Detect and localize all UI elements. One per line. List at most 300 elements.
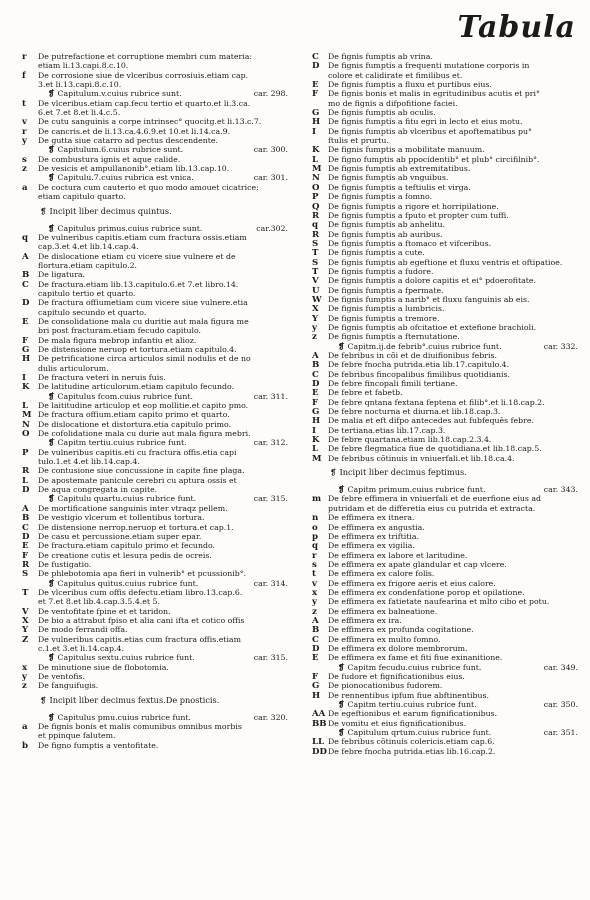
index-entry-continuation: mo de fignis a difpofitione faciei. [328, 98, 458, 108]
entry-text: De minutione siue de flobotomia. [38, 662, 169, 672]
entry-marker: LL [312, 737, 325, 747]
index-entry [22, 155, 294, 164]
entry-text: De fignis bonis et malis in egritudinibus acutis et pri° [328, 89, 540, 99]
index-entry [22, 588, 294, 597]
index-entry-continuation: et ppinque falutem. [38, 731, 116, 741]
entry-marker: W [312, 294, 322, 305]
index-entry [312, 211, 584, 220]
index-entry [312, 323, 584, 332]
index-entry [22, 569, 294, 578]
index-entry [312, 230, 584, 239]
entry-marker: R [22, 559, 30, 570]
entry-marker: H [312, 117, 321, 127]
entry-text: De fignis fumptis a fpermate. [328, 285, 444, 295]
entry-text: De fignis fumptis ab auribus. [328, 229, 443, 239]
entry-text: De febre flegmatica fiue de quotidiana.et lib.18.cap.5. [328, 444, 542, 454]
section-incipit [22, 695, 294, 705]
entry-text: De latitudine articulorum.etiam capitulo fecundo. [38, 382, 235, 392]
index-entry [312, 304, 584, 313]
entry-marker: B [312, 625, 320, 635]
entry-marker: q [22, 232, 29, 243]
entry-marker: C [22, 279, 29, 289]
index-entry [22, 280, 294, 289]
entry-marker: X [22, 615, 29, 626]
index-entry [22, 136, 294, 145]
index-entry [22, 127, 294, 136]
folio-reference: car. 349. [543, 662, 578, 672]
entry-marker: q [312, 220, 319, 230]
entry-text: De contusione siue concussione in capite fine plaga. [38, 466, 245, 476]
entry-marker: V [312, 276, 319, 286]
index-entry-continuation: capitulo tertio et quarto. [38, 288, 136, 298]
entry-marker: L [312, 444, 319, 454]
index-entry [22, 401, 294, 410]
entry-marker: o [312, 522, 318, 532]
entry-marker: v [22, 117, 27, 127]
index-entry [312, 709, 584, 718]
index-entry [312, 560, 584, 569]
index-entry [22, 448, 294, 457]
entry-marker: Z [22, 634, 29, 644]
index-entry [22, 635, 294, 644]
entry-text: De vlceribus cum offis defectu.etiam libro.13.cap.6. [38, 587, 243, 597]
entry-marker: Y [22, 625, 29, 635]
chapter-heading [312, 663, 584, 672]
chapter-heading [22, 224, 294, 233]
index-entry [312, 597, 584, 606]
pilcrow-mark: ❡ [40, 694, 50, 705]
index-entry [22, 410, 294, 419]
pilcrow-mark: ❡ [48, 653, 55, 663]
entry-text: De mala figura mebrop infantiu et alioz. [38, 335, 197, 345]
index-entry [22, 183, 294, 192]
index-entry [22, 681, 294, 690]
entry-text: De fignis fumptis ab vnguibus. [328, 173, 449, 183]
index-entry [22, 382, 294, 391]
index-entry [312, 117, 584, 126]
left-column [22, 52, 294, 750]
entry-text: De fignis fumptis a lumbricis. [328, 304, 445, 314]
entry-text: De distensione nerrop.neruop et tortura.et cap.1. [38, 522, 234, 532]
entry-text: De fractura offiumetiam cum vicere siue vulnere.etia [38, 298, 248, 308]
entry-text: De fustigatio. [38, 559, 92, 569]
index-entry [312, 719, 584, 728]
entry-text: De modo ferrandi offa. [38, 625, 128, 635]
index-entry [22, 270, 294, 279]
index-entry [312, 523, 584, 532]
chapter-heading-text: Capitulu.7.cuius rubrica est vnica. [57, 173, 194, 183]
folio-reference: car. 332. [543, 341, 578, 351]
entry-marker: R [312, 210, 320, 221]
entry-text: De fractura.etiam capitulo primo et fecundo. [38, 541, 216, 551]
index-entry [312, 426, 584, 435]
entry-marker: BB [312, 718, 327, 729]
entry-text: De fignis fumptis a fluxu et purtibus eius. [328, 80, 492, 90]
entry-marker: D [22, 531, 30, 542]
entry-marker: f [22, 70, 26, 81]
pilcrow-mark: ❡ [48, 578, 55, 588]
index-entry [312, 672, 584, 681]
entry-text: De dislocatione etiam cu vicere siue vulnere et de [38, 251, 236, 261]
entry-marker: F [312, 89, 319, 99]
index-entry [312, 513, 584, 522]
entry-text: De pionocationibus fudorem. [328, 681, 443, 691]
entry-marker: L [22, 401, 29, 411]
entry-marker: AA [312, 709, 326, 719]
entry-text: De fractura veteri in neruis fuis. [38, 373, 166, 382]
entry-marker: D [22, 298, 30, 308]
entry-marker: I [312, 126, 317, 137]
entry-marker: B [312, 360, 320, 370]
chapter-heading-text: Capitm primum.cuius rubrice funt. [347, 485, 486, 495]
entry-text: De figno fumptis a ventofitate. [38, 740, 159, 750]
entry-marker: V [22, 606, 29, 616]
index-entry [312, 494, 584, 503]
entry-text: De fignis fumptis a mobilitate manuum. [328, 145, 485, 155]
index-entry [312, 351, 584, 360]
pilcrow-mark: ❡ [48, 173, 55, 183]
entry-marker: F [312, 672, 319, 682]
chapter-heading [22, 653, 294, 662]
index-entry [312, 332, 584, 341]
index-entry [312, 416, 584, 425]
index-entry [22, 336, 294, 345]
entry-marker: X [312, 304, 319, 314]
entry-text: De ventofis. [38, 672, 85, 681]
folio-reference: car. 311. [253, 391, 288, 401]
entry-marker: S [312, 257, 319, 267]
entry-marker: s [22, 154, 27, 165]
chapter-heading-text: Capitulus sextu.cuius rubrice funt. [57, 653, 195, 663]
pilcrow-mark: ❡ [338, 485, 345, 495]
pilcrow-mark: ❡ [48, 438, 55, 448]
entry-marker: E [22, 541, 29, 551]
entry-text: De effimera ex dolore membrorum. [328, 643, 468, 653]
index-entry [312, 80, 584, 89]
section-incipit [312, 467, 584, 477]
entry-marker: E [312, 653, 319, 663]
index-entry-continuation: etiam capitulo quarto. [38, 192, 126, 202]
index-entry [22, 625, 294, 634]
entry-marker: r [312, 550, 317, 560]
entry-text: De febre qntana fextana feptena et filib°.et li.18.cap.2. [328, 397, 545, 407]
entry-marker: K [22, 382, 30, 392]
chapter-heading-text: Capitulus quitus.cuius rubrice funt. [57, 578, 199, 588]
index-entry [22, 741, 294, 750]
chapter-heading-text: Capitulum.6.cuius rubrice sunt. [57, 145, 184, 155]
pilcrow-mark: ❡ [48, 391, 55, 401]
entry-marker: N [22, 419, 30, 430]
entry-marker: Y [312, 313, 319, 323]
index-entry [312, 616, 584, 625]
index-entry [22, 164, 294, 173]
index-entry [22, 373, 294, 382]
index-entry [22, 52, 294, 61]
entry-marker: R [22, 466, 30, 476]
index-entry-continuation: dulis articulorum. [38, 363, 109, 373]
index-entry [22, 99, 294, 108]
entry-text: De laititudine articulop et eop mollitie.et capito pmo. [38, 401, 249, 411]
pilcrow-mark: ❡ [338, 662, 345, 672]
entry-text: De effimera ex ira. [328, 615, 402, 625]
entry-text: De rennentibus ipfum fiue abftinentibus. [328, 690, 489, 700]
entry-text: De fignis fumptis a fitu egri in lecto et eius motu. [328, 117, 523, 127]
folio-reference: car. 298. [253, 89, 288, 99]
chapter-heading-text: Capitulus fcom.cuius rubrice funt. [57, 391, 193, 401]
chapter-heading [22, 173, 294, 182]
entry-marker: B [22, 513, 30, 523]
index-entry [312, 286, 584, 295]
index-entry [312, 314, 584, 323]
folio-reference: car. 312. [253, 438, 288, 448]
entry-text: De ventofitate fpine et et taridon. [38, 606, 171, 616]
entry-text: De vesicis et ampullanonib°.etiam lib.13.cap.10. [38, 164, 230, 174]
entry-text: De aqua congregata in capite. [38, 485, 158, 495]
entry-marker: M [312, 164, 322, 174]
entry-marker: I [312, 425, 317, 436]
chapter-heading-text: Capitulum qrtum.cuius rubrice funt. [347, 728, 492, 738]
index-entry-continuation: bri post fracturam.etiam fecudo capitulo. [38, 326, 202, 336]
index-entry-continuation: cap.3.et 4.et lib.14.cap.4. [38, 242, 139, 252]
index-entry [312, 61, 584, 70]
index-entry [312, 681, 584, 690]
index-entry [312, 747, 584, 756]
entry-text: De putrefactione et corruptione membri cum materia: [38, 52, 252, 61]
chapter-heading-text: Capitm tertiu.cuius rubrice funt. [57, 438, 187, 448]
entry-marker: z [22, 681, 27, 691]
entry-marker: O [312, 182, 320, 193]
entry-marker: b [22, 740, 29, 751]
entry-text: De fignis fumptis ab anhelitu. [328, 220, 445, 230]
entry-marker: E [312, 80, 319, 90]
index-entry-continuation: c.1.et 3.et li.14.cap.4. [38, 643, 124, 653]
index-entry [312, 202, 584, 211]
chapter-heading [312, 728, 584, 737]
index-entry [22, 541, 294, 550]
entry-marker: z [312, 332, 317, 342]
entry-marker: G [312, 681, 320, 691]
index-entry [312, 108, 584, 117]
entry-marker: y [22, 136, 27, 146]
entry-text: De effimera ex balneatione. [328, 606, 438, 616]
entry-text: De vlceribus.etiam cap.fecu tertio et quarto.et li.3.ca. [38, 98, 251, 108]
index-entry [312, 370, 584, 379]
index-entry [312, 588, 584, 597]
index-entry [22, 722, 294, 731]
index-entry [312, 360, 584, 369]
entry-marker: H [312, 416, 321, 426]
entry-marker: q [312, 541, 319, 551]
entry-text: De fignis fumptis a cute. [328, 248, 425, 258]
index-entry [22, 233, 294, 242]
entry-text: De mortificatione sanguinis inter vtraqz pellem. [38, 503, 228, 513]
entry-marker: B [22, 270, 30, 280]
entry-marker: L [312, 154, 319, 165]
entry-text: De fignis fumptis a rigore et horripilatione. [328, 201, 499, 211]
index-entry-continuation: ftulis et prurtu. [328, 136, 389, 146]
entry-text: De casu et percussione.etiam super epar. [38, 531, 202, 541]
index-entry [312, 192, 584, 201]
index-entry [22, 466, 294, 475]
index-entry-continuation: colore et calidirate et fimilibus et. [328, 70, 463, 80]
entry-text: De febre fnocha putrida.etia lib.17.capitulo.4. [328, 360, 510, 370]
entry-text: De effimera ex fatietate naufearina et mlto cibo et potu. [328, 597, 550, 607]
index-entry [312, 155, 584, 164]
entry-marker: T [22, 587, 29, 598]
index-entry [312, 127, 584, 136]
index-entry [312, 579, 584, 588]
entry-marker: DD [312, 746, 327, 757]
index-entry [22, 117, 294, 126]
chapter-heading-text: Capitm.ij.de febrib°.cuius rubrice funt. [347, 341, 502, 351]
chapter-heading [22, 89, 294, 98]
right-column [312, 52, 584, 756]
entry-marker: F [22, 550, 29, 560]
index-entry [312, 435, 584, 444]
index-entry [22, 504, 294, 513]
index-entry [312, 276, 584, 285]
index-entry [22, 485, 294, 494]
index-entry [312, 737, 584, 746]
entry-marker: Q [312, 201, 320, 211]
entry-marker: A [312, 351, 319, 361]
pilcrow-mark: ❡ [48, 494, 55, 504]
chapter-heading-text: Capitulu quartu.cuius rubrice funt. [57, 494, 197, 504]
folio-reference: car.302. [256, 223, 288, 233]
index-entry [22, 317, 294, 326]
entry-marker: z [22, 164, 27, 174]
entry-marker: G [312, 108, 320, 118]
entry-marker: D [312, 643, 320, 654]
entry-marker: D [22, 485, 30, 495]
entry-text: De ligatura. [38, 270, 85, 280]
entry-text: De fignis fumptis a narib° et fluxu fanguinis ab eis. [328, 294, 530, 304]
pilcrow-mark: ❡ [48, 89, 55, 99]
incipit-text: Incipit liber decimus quintus. [49, 205, 172, 216]
index-entry [312, 183, 584, 192]
chapter-heading-text: Capitm tertiu.cuius rubrice funt. [347, 700, 477, 710]
entry-marker: C [22, 522, 29, 532]
entry-text: De fignis fumptis a ftomaco et vifceribus. [328, 238, 492, 248]
entry-text: De egeftionibus et earum fignificationibus. [328, 709, 498, 719]
entry-text: De fignis fumptis ab vlceribus et apoftematibus pu° [328, 126, 532, 136]
entry-text: De effimera ex itnera. [328, 513, 415, 523]
index-entry-continuation: capitulo secundo et quarto. [38, 307, 147, 317]
folio-reference: car. 315. [253, 494, 288, 504]
index-entry [312, 248, 584, 257]
entry-text: De vulneribus capitis.eti cu fractura offis.etia capi [38, 447, 237, 457]
index-entry [22, 523, 294, 532]
entry-marker: z [312, 606, 317, 616]
pilcrow-mark: ❡ [338, 341, 345, 351]
chapter-heading-text: Capitm fecudu.cuius rubrice funt. [347, 662, 482, 672]
index-entry-continuation: tulo.1.et 4.et lib.14.cap.4. [38, 457, 140, 467]
entry-marker: A [22, 503, 29, 514]
entry-text: De fignis bonis et malis comunibus omnibus morbis [38, 722, 242, 732]
chapter-heading [22, 145, 294, 154]
entry-text: De effimera ex apate glandular et cap vlcere. [328, 559, 507, 569]
entry-text: De effimera ex condenfatione porop et opilatione. [328, 587, 525, 597]
index-entry [312, 388, 584, 397]
index-entry [312, 607, 584, 616]
entry-marker: r [22, 52, 27, 62]
entry-text: De fractura offium.etiam capito primo et quarto. [38, 410, 230, 420]
entry-text: De effimera ex multo fomno. [328, 634, 441, 644]
entry-text: De effimera ex calore folis. [328, 569, 435, 579]
index-entry [312, 295, 584, 304]
folio-reference: car. 343. [543, 485, 578, 495]
index-entry [22, 551, 294, 560]
pilcrow-mark: ❡ [338, 728, 345, 738]
chapter-heading [22, 713, 294, 722]
entry-text: De petrificatione circa articulos simil nodulis et de no [38, 354, 251, 364]
index-entry [312, 145, 584, 154]
entry-text: De effimera ex frigore aeris et eius calore. [328, 578, 496, 588]
incipit-text: Incipit liber decimus feptimus. [339, 467, 467, 478]
index-entry [312, 541, 584, 550]
index-entry-continuation: 3.et li.13.capi.8.c.10. [38, 80, 122, 90]
entry-text: De effimera ex triftitia. [328, 531, 419, 541]
entry-text: De fractura.etiam lib.13.capitulo.6.et 7.et libro.14. [38, 279, 239, 289]
folio-reference: car. 300. [253, 145, 288, 155]
pilcrow-mark: ❡ [330, 467, 340, 478]
entry-text: De fignis fumptis a fputo et propter cum tuffi. [328, 210, 509, 220]
folio-reference: car. 301. [253, 173, 288, 183]
entry-text: De fignis fumptis a fternutatione. [328, 332, 460, 342]
entry-marker: y [312, 322, 317, 333]
entry-text: De effimera ex profunda cogitatione. [328, 625, 474, 635]
incipit-text: Incipit liber decimus fextus.De pnosticis. [49, 694, 220, 705]
entry-marker: E [312, 388, 319, 398]
index-entry [22, 71, 294, 80]
entry-marker: S [312, 238, 319, 249]
index-entry [312, 551, 584, 560]
entry-text: De effimera ex fame et fiti fiue exinanitione. [328, 653, 503, 663]
entry-marker: G [22, 344, 30, 355]
entry-text: De effimera ex angustia. [328, 522, 425, 532]
entry-marker: G [312, 407, 320, 417]
chapter-heading [312, 700, 584, 709]
entry-marker: K [312, 435, 320, 445]
chapter-heading [312, 485, 584, 494]
entry-text: De fignis fumptis a teftiulis et virga. [328, 182, 471, 192]
index-entry [22, 663, 294, 672]
entry-text: De febre quartana.etiam lib.18.cap.2.3.4. [328, 435, 492, 445]
entry-marker: p [312, 531, 319, 542]
entry-text: De creatione cutis et lesura pedis de ocreis. [38, 550, 212, 560]
pilcrow-mark: ❡ [40, 205, 50, 216]
entry-text: De vomitu et eius fignificationibus. [328, 718, 467, 728]
entry-text: De fignis fumptis ab ofcitatioe et extefione brachioli. [328, 322, 537, 332]
folio-reference: car. 315. [253, 653, 288, 663]
index-entry [312, 454, 584, 463]
index-entry [22, 607, 294, 616]
index-entry [312, 532, 584, 541]
entry-text: De fignis fumptis a frequenti mutatione corporis in [328, 61, 530, 71]
entry-text: De cancris.et de li.13.ca.4.6.9.et 10.et li.14.ca.9. [38, 126, 231, 136]
entry-marker: A [22, 251, 29, 261]
entry-text: De febre fnocha putrida.etias lib.16.cap.2. [328, 746, 496, 756]
entry-text: De effimera ex labore et laritudine. [328, 550, 468, 560]
index-entry [22, 513, 294, 522]
entry-text: De fignis fumptis a dolore capitis et ei° pdoerofitate. [328, 276, 536, 286]
entry-text: De figno fumptis ab ppocidentib° et plub° circifilnib°. [328, 154, 540, 164]
entry-text: De febribus cõtinuis in vniuerfali.et lib.18.ca.4. [328, 453, 515, 463]
chapter-heading [22, 392, 294, 401]
entry-marker: H [312, 690, 321, 701]
index-entry [22, 672, 294, 681]
entry-text: De consolidatione mala cu duritie aut mala figura me [38, 316, 249, 326]
